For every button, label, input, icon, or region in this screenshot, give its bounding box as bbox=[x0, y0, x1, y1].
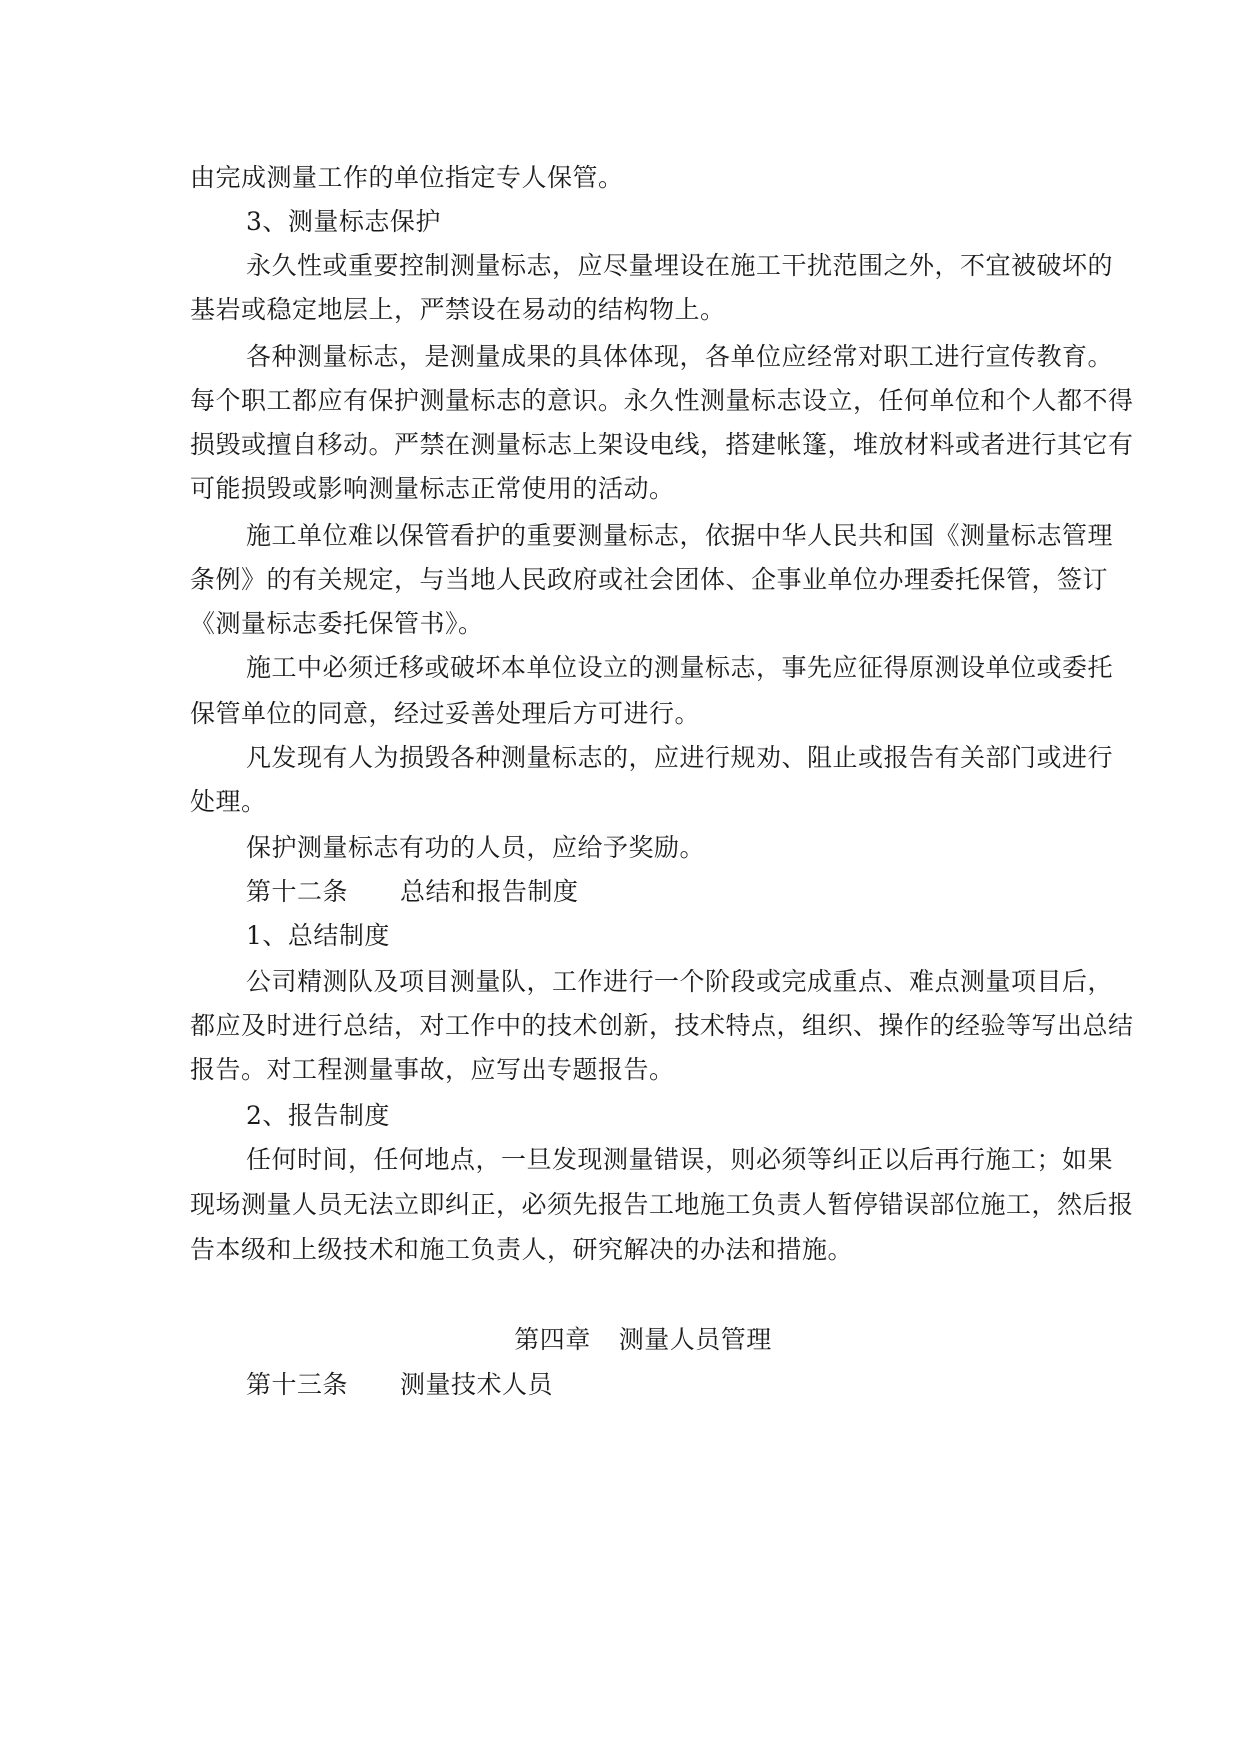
paragraph-line: 损毁或擅自移动。严禁在测量标志上架设电线，搭建帐篷，堆放材料或者进行其它有 bbox=[190, 430, 1134, 459]
article-number: 第十三条 bbox=[246, 1370, 349, 1399]
chapter-title: 测量人员管理 bbox=[618, 1325, 772, 1354]
paragraph-line: 各种测量标志，是测量成果的具体体现，各单位应经常对职工进行宣传教育。 bbox=[246, 342, 1114, 371]
paragraph-line: 保管单位的同意，经过妥善处理后方可进行。 bbox=[190, 699, 701, 728]
chapter-number: 第四章 bbox=[514, 1325, 591, 1354]
paragraph-line: 告本级和上级技术和施工负责人，研究解决的办法和措施。 bbox=[190, 1235, 854, 1264]
article-title: 总结和报告制度 bbox=[400, 877, 579, 906]
paragraph-line: 施工中必须迁移或破坏本单位设立的测量标志，事先应征得原测设单位或委托 bbox=[246, 653, 1114, 682]
paragraph-line: 都应及时进行总结，对工作中的技术创新，技术特点，组织、操作的经验等写出总结 bbox=[190, 1011, 1134, 1040]
section-heading: 1、总结制度 bbox=[246, 921, 390, 950]
paragraph-line: 施工单位难以保管看护的重要测量标志，依据中华人民共和国《测量标志管理 bbox=[246, 521, 1114, 550]
paragraph-line: 《测量标志委托保管书》。 bbox=[190, 609, 484, 638]
paragraph-line: 可能损毁或影响测量标志正常使用的活动。 bbox=[190, 474, 675, 503]
paragraph-line: 公司精测队及项目测量队，工作进行一个阶段或完成重点、难点测量项目后， bbox=[246, 967, 1114, 996]
article-13-heading bbox=[246, 1370, 553, 1400]
paragraph-line: 处理。 bbox=[190, 787, 267, 816]
paragraph-line: 任何时间，任何地点，一旦发现测量错误，则必须等纠正以后再行施工；如果 bbox=[246, 1145, 1114, 1174]
section-heading: 3、测量标志保护 bbox=[246, 207, 441, 236]
paragraph-line: 保护测量标志有功的人员，应给予奖励。 bbox=[246, 833, 706, 862]
paragraph-line: 由完成测量工作的单位指定专人保管。 bbox=[190, 163, 624, 192]
article-12-heading bbox=[246, 877, 579, 907]
paragraph-line: 条例》的有关规定，与当地人民政府或社会团体、企事业单位办理委托保管，签订 bbox=[190, 565, 1109, 594]
paragraph-line: 每个职工都应有保护测量标志的意识。永久性测量标志设立，任何单位和个人都不得 bbox=[190, 386, 1134, 415]
paragraph-line: 永久性或重要控制测量标志，应尽量埋设在施工干扰范围之外，不宜被破坏的 bbox=[246, 251, 1114, 280]
article-number: 第十二条 bbox=[246, 877, 349, 906]
article-title: 测量技术人员 bbox=[400, 1370, 554, 1399]
paragraph-line: 现场测量人员无法立即纠正，必须先报告工地施工负责人暂停错误部位施工，然后报 bbox=[190, 1190, 1134, 1219]
chapter-heading bbox=[190, 1325, 1096, 1355]
paragraph-line: 凡发现有人为损毁各种测量标志的，应进行规劝、阻止或报告有关部门或进行 bbox=[246, 743, 1114, 772]
paragraph-line: 基岩或稳定地层上，严禁设在易动的结构物上。 bbox=[190, 295, 726, 324]
section-heading: 2、报告制度 bbox=[246, 1101, 390, 1130]
paragraph-line: 报告。对工程测量事故，应写出专题报告。 bbox=[190, 1055, 675, 1084]
